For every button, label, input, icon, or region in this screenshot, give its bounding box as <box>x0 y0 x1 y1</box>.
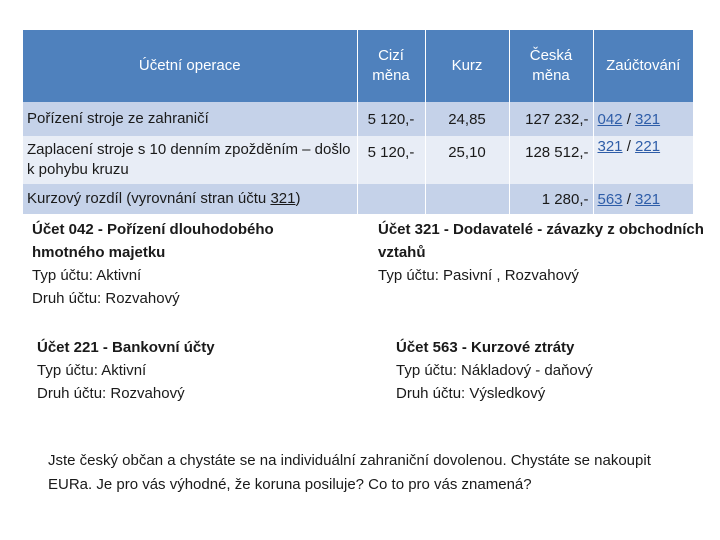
czk-amount-cell: 1 280,- <box>509 184 593 214</box>
table-row <box>23 136 693 184</box>
operation-text: Kurzový rozdíl (vyrovnání stran účtu <box>27 190 271 207</box>
credit-account-link[interactable]: 321 <box>635 110 661 128</box>
table-row <box>23 184 693 214</box>
account-title: Účet 563 - Kurzové ztráty <box>396 339 575 356</box>
czk-amount-cell: 127 232,- <box>509 102 593 136</box>
operation-cell: Zaplacení stroje s 10 denním zpožděním – došlo k pohybu kruzu <box>23 136 357 184</box>
account-kind: Druh účtu: Rozvahový <box>37 385 185 402</box>
posting-cell <box>593 184 693 214</box>
foreign-amount-cell <box>357 184 425 214</box>
foreign-amount-cell: 5 120,- <box>357 136 425 184</box>
rate-cell <box>425 184 509 214</box>
operation-cell <box>23 184 357 214</box>
account-title: Účet 321 - Dodavatelé - závazky z obchodních vztahů <box>378 221 704 261</box>
czk-amount-cell: 128 512,- <box>509 136 593 184</box>
header-czk: Česká měna <box>509 30 593 102</box>
posting-cell <box>593 102 693 136</box>
debit-account-link[interactable]: 042 <box>597 110 623 128</box>
posting-separator: / <box>626 190 631 208</box>
account-title: Účet 042 - Pořízení dlouhodobého hmotného majetku <box>32 221 274 261</box>
rate-cell: 25,10 <box>425 136 509 184</box>
debit-account-link[interactable]: 321 <box>597 138 623 155</box>
account-card-563 <box>396 336 696 405</box>
rate-cell: 24,85 <box>425 102 509 136</box>
operation-account: 321 <box>270 190 296 207</box>
posting-separator: / <box>626 110 631 128</box>
question-text: Jste český občan a chystáte se na individuální zahraniční dovolenou. Chystáte se nakoupit EURa. Je pro vás výhodné, že koruna posiluje? Co to pro vás znamená? <box>48 452 651 493</box>
account-card-221 <box>37 336 337 405</box>
posting-separator: / <box>626 138 631 155</box>
header-rate: Kurz <box>425 30 509 102</box>
operations-table <box>23 30 693 214</box>
account-type: Typ účtu: Aktivní <box>32 267 142 284</box>
account-kind: Druh účtu: Výsledkový <box>396 385 546 402</box>
account-type: Typ účtu: Pasivní , Rozvahový <box>378 267 579 284</box>
account-kind: Druh účtu: Rozvahový <box>32 290 180 307</box>
operation-cell: Pořízení stroje ze zahraničí <box>23 102 357 136</box>
header-operation: Účetní operace <box>23 30 357 102</box>
foreign-amount-cell: 5 120,- <box>357 102 425 136</box>
account-type: Typ účtu: Nákladový - daňový <box>396 362 593 379</box>
operation-text-end: ) <box>295 190 301 207</box>
credit-account-link[interactable]: 321 <box>635 190 661 208</box>
account-title: Účet 221 - Bankovní účty <box>37 339 215 356</box>
header-posting: Zaúčtování <box>593 30 693 102</box>
debit-account-link[interactable]: 563 <box>597 190 623 208</box>
posting-cell <box>593 136 693 184</box>
account-card-321 <box>378 218 718 287</box>
account-card-042 <box>32 218 332 310</box>
account-type: Typ účtu: Aktivní <box>37 362 147 379</box>
header-foreign-currency: Cizí měna <box>357 30 425 102</box>
table-header-row <box>23 30 693 102</box>
credit-account-link[interactable]: 221 <box>635 138 661 155</box>
table-row <box>23 102 693 136</box>
